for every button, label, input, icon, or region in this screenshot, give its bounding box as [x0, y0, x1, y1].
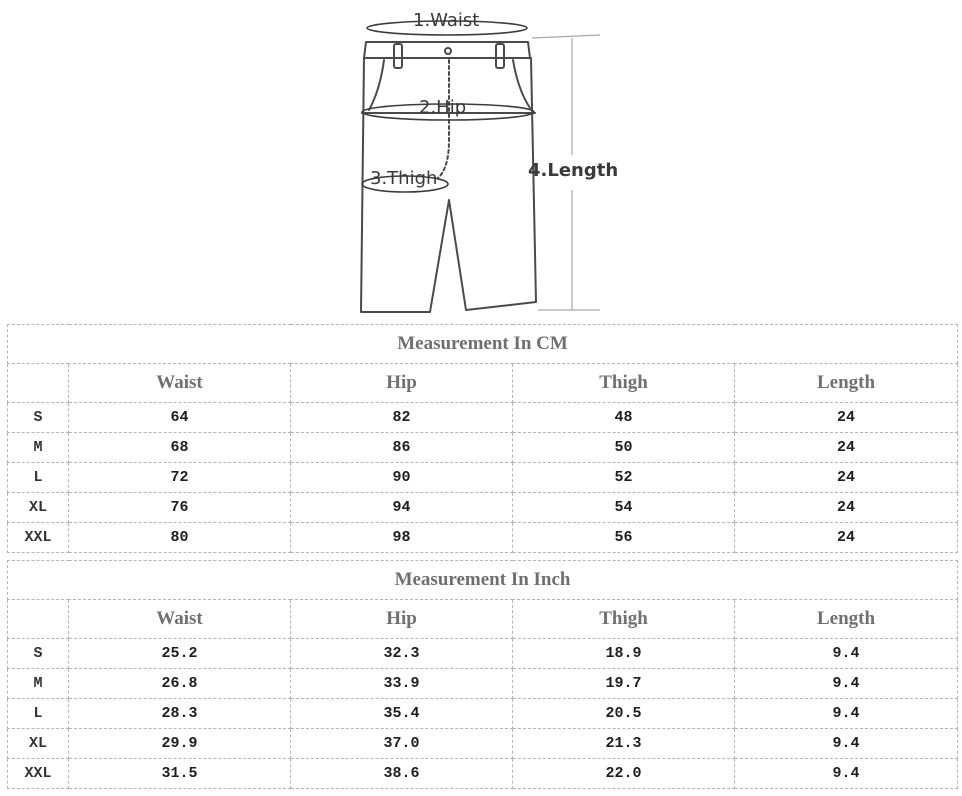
- hip-cell: 35.4: [291, 699, 513, 729]
- thigh-cell: 19.7: [513, 669, 735, 699]
- thigh-label: 3.Thigh: [370, 168, 438, 189]
- length-label: 4.Length: [528, 160, 619, 181]
- waist-cell: 80: [69, 523, 291, 553]
- hip-cell: 94: [291, 493, 513, 523]
- column-header-size: [8, 364, 69, 403]
- waist-cell: 29.9: [69, 729, 291, 759]
- table-title: Measurement In Inch: [8, 561, 958, 600]
- size-cell: XXL: [8, 759, 69, 789]
- table-row: [8, 493, 958, 523]
- length-measure-top: [532, 35, 600, 38]
- length-cell: 24: [735, 433, 958, 463]
- hip-label: 2.Hip: [419, 97, 467, 118]
- hip-cell: 98: [291, 523, 513, 553]
- fly-seam: [438, 60, 449, 178]
- table-row: [8, 759, 958, 789]
- measurement-inch-table: [7, 560, 958, 789]
- size-cell: S: [8, 403, 69, 433]
- length-cell: 24: [735, 463, 958, 493]
- column-header-length: Length: [735, 364, 958, 403]
- belt-loop-left: [394, 44, 402, 68]
- column-header-size: [8, 600, 69, 639]
- table-row: [8, 523, 958, 553]
- waist-cell: 28.3: [69, 699, 291, 729]
- length-cell: 9.4: [735, 759, 958, 789]
- measurement-cm-table: [7, 324, 958, 553]
- waistband-outline: [364, 42, 530, 58]
- table-row: [8, 639, 958, 669]
- table-row: [8, 463, 958, 493]
- thigh-cell: 52: [513, 463, 735, 493]
- table-title-row: [8, 561, 958, 600]
- table-title-row: [8, 325, 958, 364]
- thigh-cell: 54: [513, 493, 735, 523]
- waist-cell: 26.8: [69, 669, 291, 699]
- table-row: [8, 433, 958, 463]
- table-header-row: [8, 364, 958, 403]
- hip-cell: 33.9: [291, 669, 513, 699]
- column-header-hip: Hip: [291, 600, 513, 639]
- thigh-cell: 50: [513, 433, 735, 463]
- size-cell: S: [8, 639, 69, 669]
- thigh-cell: 20.5: [513, 699, 735, 729]
- table-row: [8, 403, 958, 433]
- waist-cell: 31.5: [69, 759, 291, 789]
- table-row: [8, 669, 958, 699]
- thigh-cell: 21.3: [513, 729, 735, 759]
- shorts-illustration: [0, 0, 962, 322]
- waist-cell: 68: [69, 433, 291, 463]
- hip-cell: 86: [291, 433, 513, 463]
- column-header-length: Length: [735, 600, 958, 639]
- column-header-hip: Hip: [291, 364, 513, 403]
- pocket-left: [369, 60, 384, 110]
- size-cell: L: [8, 699, 69, 729]
- length-cell: 9.4: [735, 639, 958, 669]
- length-cell: 9.4: [735, 699, 958, 729]
- hip-cell: 32.3: [291, 639, 513, 669]
- size-cell: XL: [8, 493, 69, 523]
- table-row: [8, 699, 958, 729]
- waist-cell: 25.2: [69, 639, 291, 669]
- hip-cell: 38.6: [291, 759, 513, 789]
- button-icon: [445, 48, 451, 54]
- table-header-row: [8, 600, 958, 639]
- hip-cell: 82: [291, 403, 513, 433]
- hip-cell: 90: [291, 463, 513, 493]
- table-row: [8, 729, 958, 759]
- column-header-waist: Waist: [69, 364, 291, 403]
- waist-cell: 76: [69, 493, 291, 523]
- length-cell: 24: [735, 493, 958, 523]
- shorts-measurement-diagram: [0, 0, 962, 322]
- column-header-waist: Waist: [69, 600, 291, 639]
- length-cell: 9.4: [735, 669, 958, 699]
- length-cell: 9.4: [735, 729, 958, 759]
- thigh-cell: 18.9: [513, 639, 735, 669]
- waist-cell: 72: [69, 463, 291, 493]
- size-cell: M: [8, 669, 69, 699]
- waist-label: 1.Waist: [413, 10, 480, 31]
- size-cell: XL: [8, 729, 69, 759]
- hip-cell: 37.0: [291, 729, 513, 759]
- waist-cell: 64: [69, 403, 291, 433]
- size-cell: XXL: [8, 523, 69, 553]
- thigh-cell: 22.0: [513, 759, 735, 789]
- size-cell: L: [8, 463, 69, 493]
- length-cell: 24: [735, 523, 958, 553]
- thigh-cell: 48: [513, 403, 735, 433]
- belt-loop-right: [496, 44, 504, 68]
- table-title: Measurement In CM: [8, 325, 958, 364]
- size-cell: M: [8, 433, 69, 463]
- column-header-thigh: Thigh: [513, 364, 735, 403]
- column-header-thigh: Thigh: [513, 600, 735, 639]
- pocket-right: [513, 60, 530, 108]
- length-cell: 24: [735, 403, 958, 433]
- thigh-cell: 56: [513, 523, 735, 553]
